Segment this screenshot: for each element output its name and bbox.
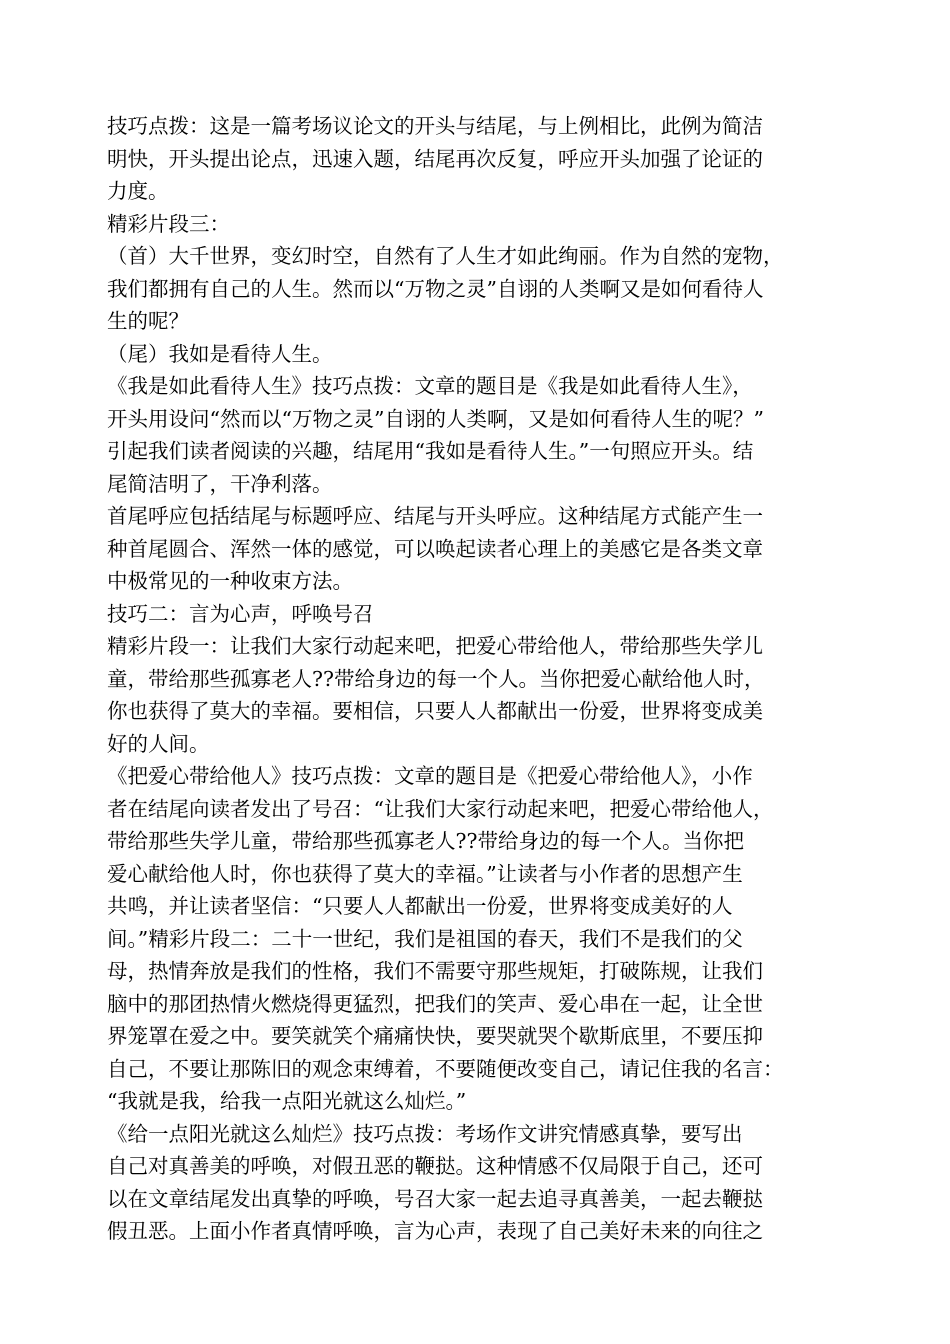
text-line: 技巧点拨：这是一篇考场议论文的开头与结尾，与上例相比，此例为简洁 [107,114,763,138]
text-line: 童，带给那些孤寡老人??带给身边的每一个人。当你把爱心献给他人时， [107,666,765,691]
text-line: 首尾呼应包括结尾与标题呼应、结尾与开头呼应。这种结尾方式能产生一 [107,504,763,528]
text-line: 中极常见的一种收束方法。 [107,569,353,593]
text-line: 爱心献给他人时，你也获得了莫大的幸福。”让读者与小作者的思想产生 [107,861,743,886]
text-line: 《把爱心带给他人》技巧点拨：文章的题目是《把爱心带给他人》，小作 [107,764,753,788]
text-line: 者在结尾向读者发出了号召：“让我们大家行动起来吧，把爱心带给他人， [107,796,774,821]
text-line: 假丑恶。上面小作者真情呼唤，言为心声，表现了自己美好未来的向往之 [107,1219,763,1243]
text-line: 间。”精彩片段二：二十一世纪，我们是祖国的春天，我们不是我们的父 [107,926,743,951]
text-line: 你也获得了莫大的幸福。要相信，只要人人都献出一份爱，世界将变成美 [107,699,763,723]
text-line: 力度。 [107,179,169,203]
text-line: 共鸣，并让读者坚信：“只要人人都献出一份爱，世界将变成美好的人 [107,894,733,918]
text-line: 自己，不要让那陈旧的观念束缚着，不要随便改变自己，请记住我的名言： [107,1056,784,1081]
text-line: “我就是我，给我一点阳光就这么灿烂。” [107,1089,467,1113]
text-line: 我们都拥有自己的人生。然而以“万物之灵”自诩的人类啊又是如何看待人 [107,276,764,301]
text-line: 界笼罩在爱之中。要笑就笑个痛痛快快，要哭就哭个歇斯底里，不要压抑 [107,1024,763,1048]
text-line: 引起我们读者阅读的兴趣，结尾用“我如是看待人生。”一句照应开头。结 [107,439,754,463]
text-line: 以在文章结尾发出真挚的呼唤，号召大家一起去追寻真善美，一起去鞭挞 [107,1186,763,1211]
section-heading: 技巧二：言为心声，呼唤号召 [107,601,374,626]
text-line: 《我是如此看待人生》技巧点拨：文章的题目是《我是如此看待人生》， [107,374,753,398]
text-line: 明快，开头提出论点，迅速入题，结尾再次反复，呼应开头加强了论证的 [107,146,763,171]
section-heading: 精彩片段三： [107,211,230,236]
text-line: 自己对真善美的呼唤，对假丑恶的鞭挞。这种情感不仅局限于自己，还可 [107,1154,763,1178]
text-line: 种首尾圆合、浑然一体的感觉，可以唤起读者心理上的美感它是各类文章 [107,536,763,561]
text-line: 精彩片段一：让我们大家行动起来吧，把爱心带给他人，带给那些失学儿 [107,634,763,658]
text-line: 母，热情奔放是我们的性格，我们不需要守那些规矩，打破陈规，让我们 [107,959,763,983]
text-line: （首）大千世界，变幻时空，自然有了人生才如此绚丽。作为自然的宠物， [107,244,784,268]
text-line: 生的呢？ [107,309,189,333]
text-line: 好的人间。 [107,731,210,756]
text-line: 尾简洁明了，干净利落。 [107,471,333,496]
text-line: 带给那些失学儿童，带给那些孤寡老人??带给身边的每一个人。当你把 [107,829,744,853]
document-body [107,110,867,1248]
text-line: 脑中的那团热情火燃烧得更猛烈，把我们的笑声、爱心串在一起，让全世 [107,991,763,1016]
text-line: 开头用设问“然而以“万物之灵”自诩的人类啊，又是如何看待人生的呢？” [107,406,764,431]
text-line: 《给一点阳光就这么灿烂》技巧点拨：考场作文讲究情感真挚，要写出 [107,1121,743,1146]
text-line: （尾）我如是看待人生。 [107,341,333,366]
